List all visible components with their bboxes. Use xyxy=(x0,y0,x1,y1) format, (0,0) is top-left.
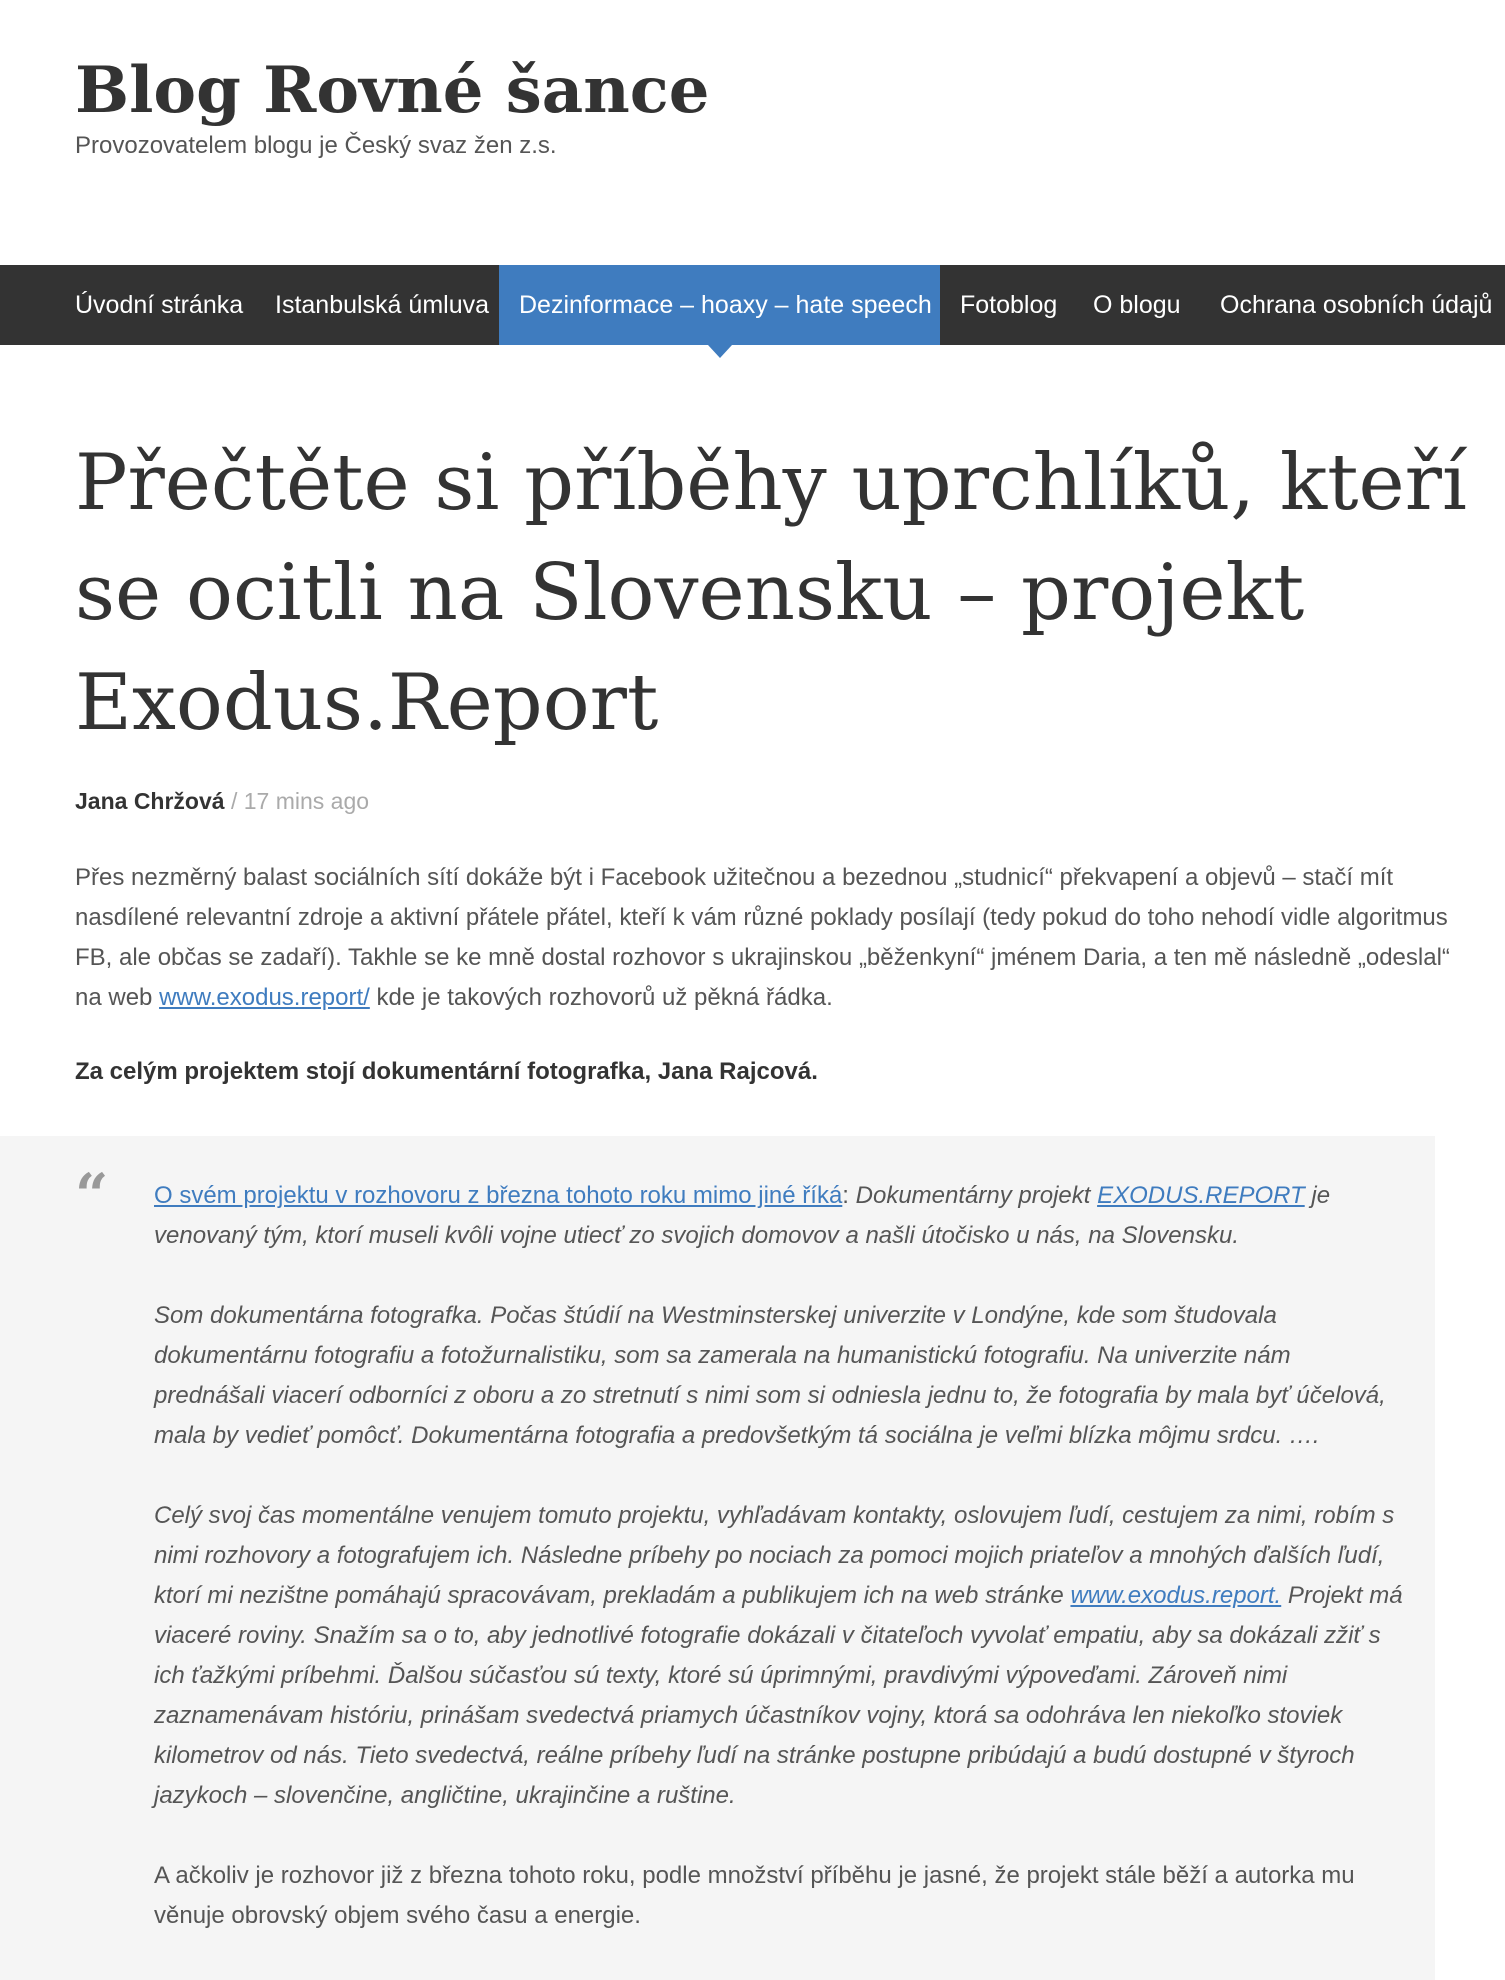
quote-p1-text-a: Dokumentárny projekt xyxy=(855,1182,1098,1209)
exodus-report-link-3[interactable]: www.exodus.report. xyxy=(1070,1582,1282,1609)
blockquote-text xyxy=(154,1176,1404,1976)
main-navigation xyxy=(0,265,1505,345)
meta-separator: / xyxy=(230,788,238,814)
project-author-line: Za celým projektem stojí dokumentární fotografka, Jana Rajcová. xyxy=(75,1058,818,1085)
nav-item-photoblog[interactable]: Fotoblog xyxy=(960,291,1058,319)
nav-item-istanbul-convention[interactable]: Istanbulská úmluva xyxy=(275,291,490,319)
nav-item-privacy[interactable]: Ochrana osobních údajů xyxy=(1220,291,1493,319)
post-title: Přečtěte si příběhy uprchlíků, kteří se ocitli na Slovensku – projekt Exodus.Report xyxy=(75,438,1467,748)
quote-paragraph-2: Som dokumentárna fotografka. Počas štúdií na Westminsterskej univerzite v Londýne, kde som študovala dokumentárnu fotografiu a fotožurnalistiku, som sa zamerala na humanistickú fotografiu. Na univerzite nám prednášali viacerí odborníci z oboru a zo stretnutí s nimi som si odniesla jednu to, že fotografia by mala byť účelová, mala by vedieť pomôcť. Dokumentárna fotografia a predovšetkým tá sociálna je veľmi blízka môjmu srdcu. …. xyxy=(154,1302,1386,1449)
post-meta xyxy=(75,788,369,815)
quote-mark-icon: “ xyxy=(75,1161,109,1229)
quote-paragraph-1 xyxy=(154,1176,1404,1256)
interview-link[interactable]: O svém projektu v rozhovoru z března tohoto roku mimo jiné říká xyxy=(154,1182,843,1209)
exodus-report-link-2[interactable]: EXODUS.REPORT xyxy=(1097,1182,1305,1209)
intro-paragraph xyxy=(75,858,1470,1018)
quote-paragraph-4: A ačkoliv je rozhovor již z března tohoto roku, podle množství příběhu je jasné, že projekt stále běží a autorka mu věnuje obrovský objem svého času a energie. xyxy=(154,1862,1355,1929)
nav-item-home[interactable]: Úvodní stránka xyxy=(75,291,244,319)
quote-p3-text-b: Projekt má viaceré roviny. Snažím sa o to, aby jednotlivé fotografie dokázali v čitateľoch vyvolať empatiu, aby sa dokázali zžiť s ich ťažkými príbehmi. Ďalšou súčasťou sú texty, ktoré sú úprimnými, pravdivými výpoveďami. Zároveň nimi zaznamenávam históriu, prinášam svedectvá priamych účastníkov vojny, ktorá sa odohráva len niekoľko stoviek kilometrov od nás. Tieto svedectvá, reálne príbehy ľudí na stránke postupne pribúdajú a budú dostupné v štyroch jazykoch – slovenčine, angličtine, ukrajinčine a ruštine. xyxy=(154,1582,1403,1809)
nav-item-about[interactable]: O blogu xyxy=(1093,291,1181,319)
site-description: Provozovatelem blogu je Český svaz žen z.s. xyxy=(75,132,557,159)
nav-item-disinformation[interactable]: Dezinformace – hoaxy – hate speech xyxy=(499,265,940,345)
quote-colon: : xyxy=(842,1182,856,1209)
site-title[interactable]: Blog Rovné šance xyxy=(75,53,710,128)
quote-p1-text-b: je venovaný tým, ktorí museli kvôli vojne utiecť zo svojich domovov a našli útočisko u nás, na Slovensku. xyxy=(154,1182,1331,1249)
page-gutter xyxy=(1435,1136,1505,1980)
intro-text-before: Přes nezměrný balast sociálních sítí dokáže být i Facebook užitečnou a bezednou „studnicí“ překvapení a objevů – stačí mít nasdílené relevantní zdroje a aktivní přátele přátel, kteří k vám různé poklady posílají (tedy pokud do toho nehodí vidle algoritmus FB, ale občas se zadaří). Takhle se ke mně dostal rozhovor s ukrajinskou „běženkyní“ jménem Daria, a ten mě následně „odeslal“ na web xyxy=(75,864,1450,1011)
exodus-report-link[interactable]: www.exodus.report/ xyxy=(159,984,370,1011)
post-author[interactable]: Jana Chržová xyxy=(75,788,225,814)
post-time: 17 mins ago xyxy=(243,788,370,814)
quote-paragraph-3 xyxy=(154,1496,1404,1816)
site-header xyxy=(75,48,709,160)
intro-text-after: kde je takových rozhovorů už pěkná řádka. xyxy=(369,984,833,1011)
quote-p3-text-a: Celý svoj čas momentálne venujem tomuto projektu, vyhľadávam kontakty, oslovujem ľudí, cestujem za nimi, robím s nimi rozhovory a fotografujem ich. Následne príbehy po nociach za pomoci mojich priateľov a mnohých ďalších ľudí, ktorí mi nezištne pomáhajú spracovávam, prekladám a publikujem ich na web stránke xyxy=(154,1502,1395,1609)
